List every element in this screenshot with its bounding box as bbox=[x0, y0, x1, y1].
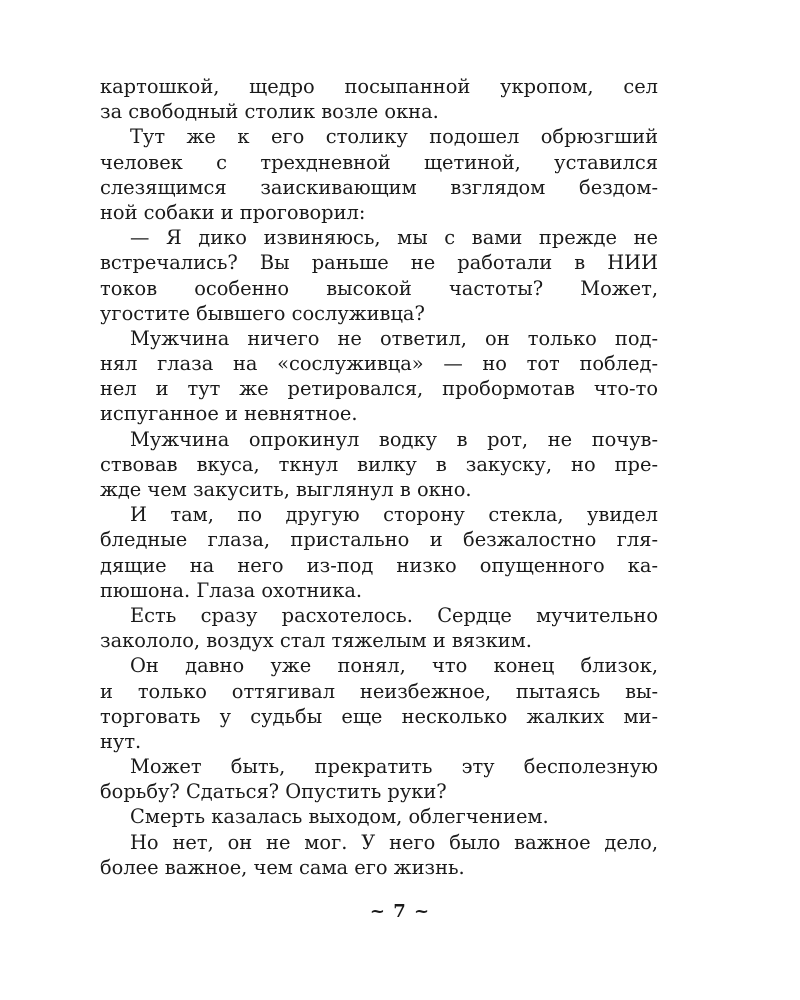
text-line: дящие на него из-под низко опущенного ка- bbox=[100, 553, 658, 577]
text-line: слезящимся заискивающим взглядом бездом- bbox=[100, 175, 658, 199]
text-line: Мужчина опрокинул водку в рот, не почув- bbox=[130, 427, 658, 451]
text-line: Смерть казалась выходом, облегчением. bbox=[130, 805, 549, 829]
text-line: торговать у судьбы еще несколько жалких ми- bbox=[100, 704, 658, 728]
text-line: закололо, воздух стал тяжелым и вязким. bbox=[100, 629, 532, 653]
text-line: за свободный столик возле окна. bbox=[100, 100, 439, 124]
text-line: человек с трехдневной щетиной, уставился bbox=[100, 150, 658, 174]
text-line: нял глаза на «сослуживца» — но тот поблед- bbox=[100, 352, 658, 376]
text-line: более важное, чем сама его жизнь. bbox=[100, 855, 465, 879]
text-line: борьбу? Сдаться? Опустить руки? bbox=[100, 780, 447, 804]
text-line: встречались? Вы раньше не работали в НИИ bbox=[100, 251, 658, 275]
text-line: Есть сразу расхотелось. Сердце мучительно bbox=[130, 603, 658, 627]
text-line: Он давно уже понял, что конец близок, bbox=[130, 654, 658, 678]
text-line: и только оттягивал неизбежное, пытаясь вы- bbox=[100, 679, 658, 703]
text-line: ствовав вкуса, ткнул вилку в закуску, но пре- bbox=[100, 452, 658, 476]
text-line: угостите бывшего сослуживца? bbox=[100, 301, 425, 325]
text-line: бледные глаза, пристально и безжалостно гля- bbox=[100, 528, 658, 552]
text-line: нел и тут же ретировался, пробормотав что-то bbox=[100, 377, 658, 401]
text-line: Может быть, прекратить эту бесполезную bbox=[130, 755, 658, 779]
text-line: жде чем закусить, выглянул в окно. bbox=[100, 478, 472, 501]
page-body bbox=[100, 74, 658, 880]
text-line: Тут же к его столику подошел обрюзгший bbox=[130, 125, 658, 149]
text-line: И там, по другую сторону стекла, увидел bbox=[130, 503, 658, 527]
text-line: — Я дико извиняюсь, мы с вами прежде не bbox=[130, 226, 658, 250]
page-number: ~ 7 ~ bbox=[369, 901, 431, 922]
text-line: испуганное и невнятное. bbox=[100, 402, 358, 426]
text-line: Мужчина ничего не ответил, он только под- bbox=[130, 326, 658, 350]
text-line: пюшона. Глаза охотника. bbox=[100, 578, 363, 602]
text-line: токов особенно высокой частоты? Может, bbox=[100, 276, 658, 300]
text-line: картошкой, щедро посыпанной укропом, сел bbox=[100, 75, 658, 98]
text-line: нут. bbox=[100, 729, 142, 753]
text-line: Но нет, он не мог. У него было важное дело, bbox=[130, 830, 658, 854]
text-line: ной собаки и проговорил: bbox=[100, 200, 366, 224]
